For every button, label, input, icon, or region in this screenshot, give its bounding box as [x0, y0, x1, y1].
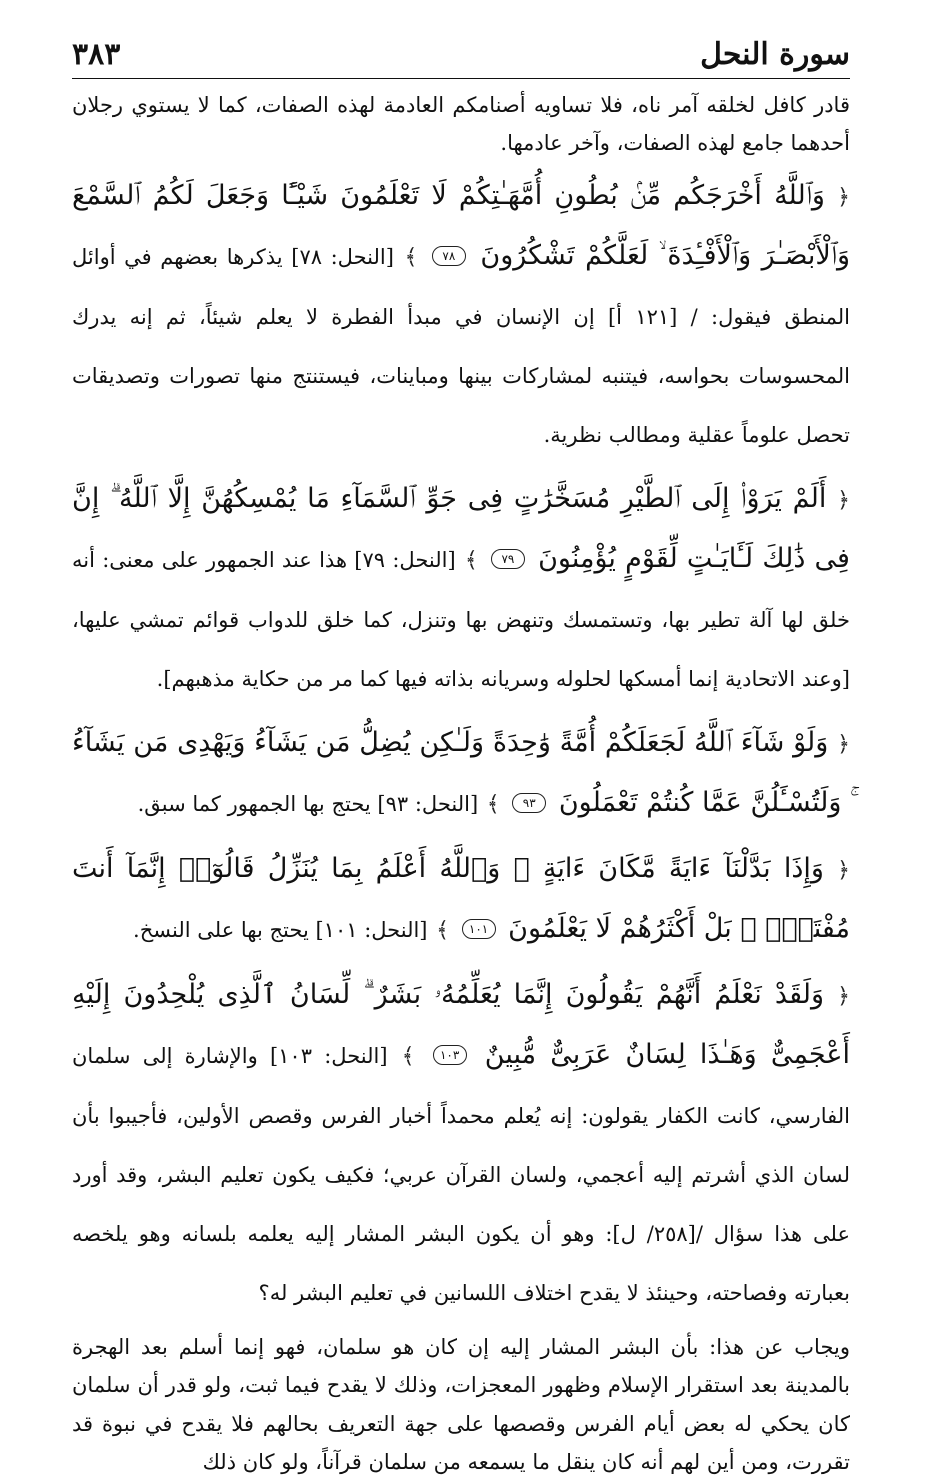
verse-open-bracket: ﴿	[837, 184, 850, 210]
verse-commentary: [النحل: ١٠٣] والإشارة إلى سلمان الفارسي، كانت الكفار يقولون: إنه يُعلم محمداً أخبار الفرس وقصص الأولين، فأجيبوا بأن لسان الذي أشرتم إليه أعجمي، ولسان القرآن عربي؛ فكيف يكون تعليم البشر، وقد أورد على هذا سؤال /[٢٥٨/ ل]: وهو أن يكون البشر المشار إليه يعلمه بلسانه وهو يلخصه بعبارته وفصاحته، وحينئذ لا يقدح اختلاف اللسانين في تعليم البشر له؟	[72, 1043, 850, 1305]
paragraph-text: قادر كافل لخلقه آمر ناه، فلا تساويه أصنامكم العادمة لهذه الصفات، كما لا يستوي رجلان أحدهما جامع لهذه الصفات، وآخر عادمها.	[72, 93, 850, 156]
verse-text: وَٱللَّهُ أَخْرَجَكُم مِّنۢ بُطُونِ أُمَّهَـٰتِكُمْ لَا تَعْلَمُونَ شَيْـًٔا وَجَعَلَ لَكُمُ ٱلسَّمْعَ وَٱلْأَبْصَـٰرَ وَٱلْأَفْـِٔدَةَ ۙ لَعَلَّكُمْ تَشْكُرُونَ	[72, 179, 850, 271]
verse-text: وَإِذَا بَدَّلْنَآ ءَايَةً مَّكَانَ ءَايَةٍ ۙ وَٱللَّهُ أَعْلَمُ بِمَا يُنَزِّلُ قَالُوٓا۟ إِنَّمَآ أَنتَ مُفْتَرٍۭ ۚ بَلْ أَكْثَرُهُمْ لَا يَعْلَمُونَ	[72, 852, 850, 944]
surah-title: سورة النحل	[700, 37, 850, 72]
verse-open-bracket: ﴿	[837, 983, 850, 1009]
verse-close-bracket: ﴾	[464, 547, 478, 573]
verse-commentary: [النحل: ١٠١] يحتج بها على النسخ.	[133, 917, 428, 942]
verse-commentary: [النحل: ٩٣] يحتج بها الجمهور كما سبق.	[137, 791, 479, 816]
paragraph	[72, 86, 850, 163]
verse-commentary: [النحل: ٧٨] يذكرها بعضهم في أوائل المنطق فيقول: / [١٢١ أ] إن الإنسان في مبدأ الفطرة لا يعلم شيئاً، ثم إنه يدرك المحسوسات بحواسه، فيتنبه لمشاركات بينها ومباينات، فيستنتج منها تصورات وتصديقات تحصل علوماً عقلية ومطالب نظرية.	[72, 244, 850, 447]
verse-close-bracket: ﴾	[404, 244, 418, 270]
ayah-number-marker: ١٠١	[462, 919, 496, 939]
verse-close-bracket: ﴾	[436, 917, 449, 943]
quran-verse-block	[72, 470, 850, 708]
ayah-number-marker: ٧٨	[432, 246, 466, 266]
page-header	[72, 20, 850, 79]
ayah-number-marker: ١٠٣	[433, 1045, 467, 1065]
quran-verse-block	[72, 840, 850, 960]
paragraph-text: ويجاب عن هذا: بأن البشر المشار إليه إن كان هو سلمان، فهو إنما أسلم بعد الهجرة بالمدينة بعد استقرار الإسلام وظهور المعجزات، وذلك لا يقدح فيما ثبت، ولو قدر أن سلمان كان يحكي له بعض أيام الفرس وقصصها على جهة التعريف بحالهم فلا يقدح في نبوة قد تقررت، ومن أين لهم أنه كان ينقل ما يسمعه من سلمان قرآناً، ولو كان ذلك	[72, 1334, 850, 1475]
quran-verse-block	[72, 167, 850, 464]
verse-commentary: [النحل: ٧٩] هذا عند الجمهور على معنى: أنه خلق لها آلة تطير بها، وتستمسك وتنهض بها وتنزل، كما خلق للدواب قوائم تمشي عليها، [وعند الاتحادية إنما أمسكها لحلوله وسريانه بذاته فيها كما مر من حكاية مذهبهم].	[72, 547, 850, 691]
verse-text: أَلَمْ يَرَوْا۟ إِلَى ٱلطَّيْرِ مُسَخَّرَٰتٍ فِى جَوِّ ٱلسَّمَآءِ مَا يُمْسِكُهُنَّ إِلَّا ٱللَّهُ ۗ إِنَّ فِى ذَٰلِكَ لَـَٔايَـٰتٍ لِّقَوْمٍ يُؤْمِنُونَ	[72, 482, 850, 574]
quran-verse-block	[72, 966, 850, 1322]
verse-open-bracket: ﴿	[837, 857, 850, 883]
paragraph	[72, 1328, 850, 1481]
verse-text: وَلَوْ شَآءَ ٱللَّهُ لَجَعَلَكُمْ أُمَّةً وَٰحِدَةً وَلَـٰكِن يُضِلُّ مَن يَشَآءُ وَيَهْدِى مَن يَشَآءُ ۚ وَلَتُسْـَٔلُنَّ عَمَّا كُنتُمْ تَعْمَلُونَ	[72, 726, 850, 818]
ayah-number-marker: ٩٣	[512, 793, 546, 813]
page-number: ٣٨٣	[72, 37, 121, 72]
verse-text: وَلَقَدْ نَعْلَمُ أَنَّهُمْ يَقُولُونَ إِنَّمَا يُعَلِّمُهُۥ بَشَرٌ ۗ لِّسَانُ ٱلَّذِى يُلْحِدُونَ إِلَيْهِ أَعْجَمِىٌّ وَهَـٰذَا لِسَانٌ عَرَبِىٌّ مُّبِينٌ	[72, 978, 850, 1070]
page-body	[72, 86, 851, 1475]
verse-open-bracket: ﴿	[837, 487, 851, 513]
verse-open-bracket: ﴿	[837, 731, 850, 757]
verse-close-bracket: ﴾	[486, 791, 500, 817]
verse-close-bracket: ﴾	[401, 1043, 415, 1069]
ayah-number-marker: ٧٩	[491, 549, 525, 569]
quran-verse-block	[72, 714, 850, 834]
